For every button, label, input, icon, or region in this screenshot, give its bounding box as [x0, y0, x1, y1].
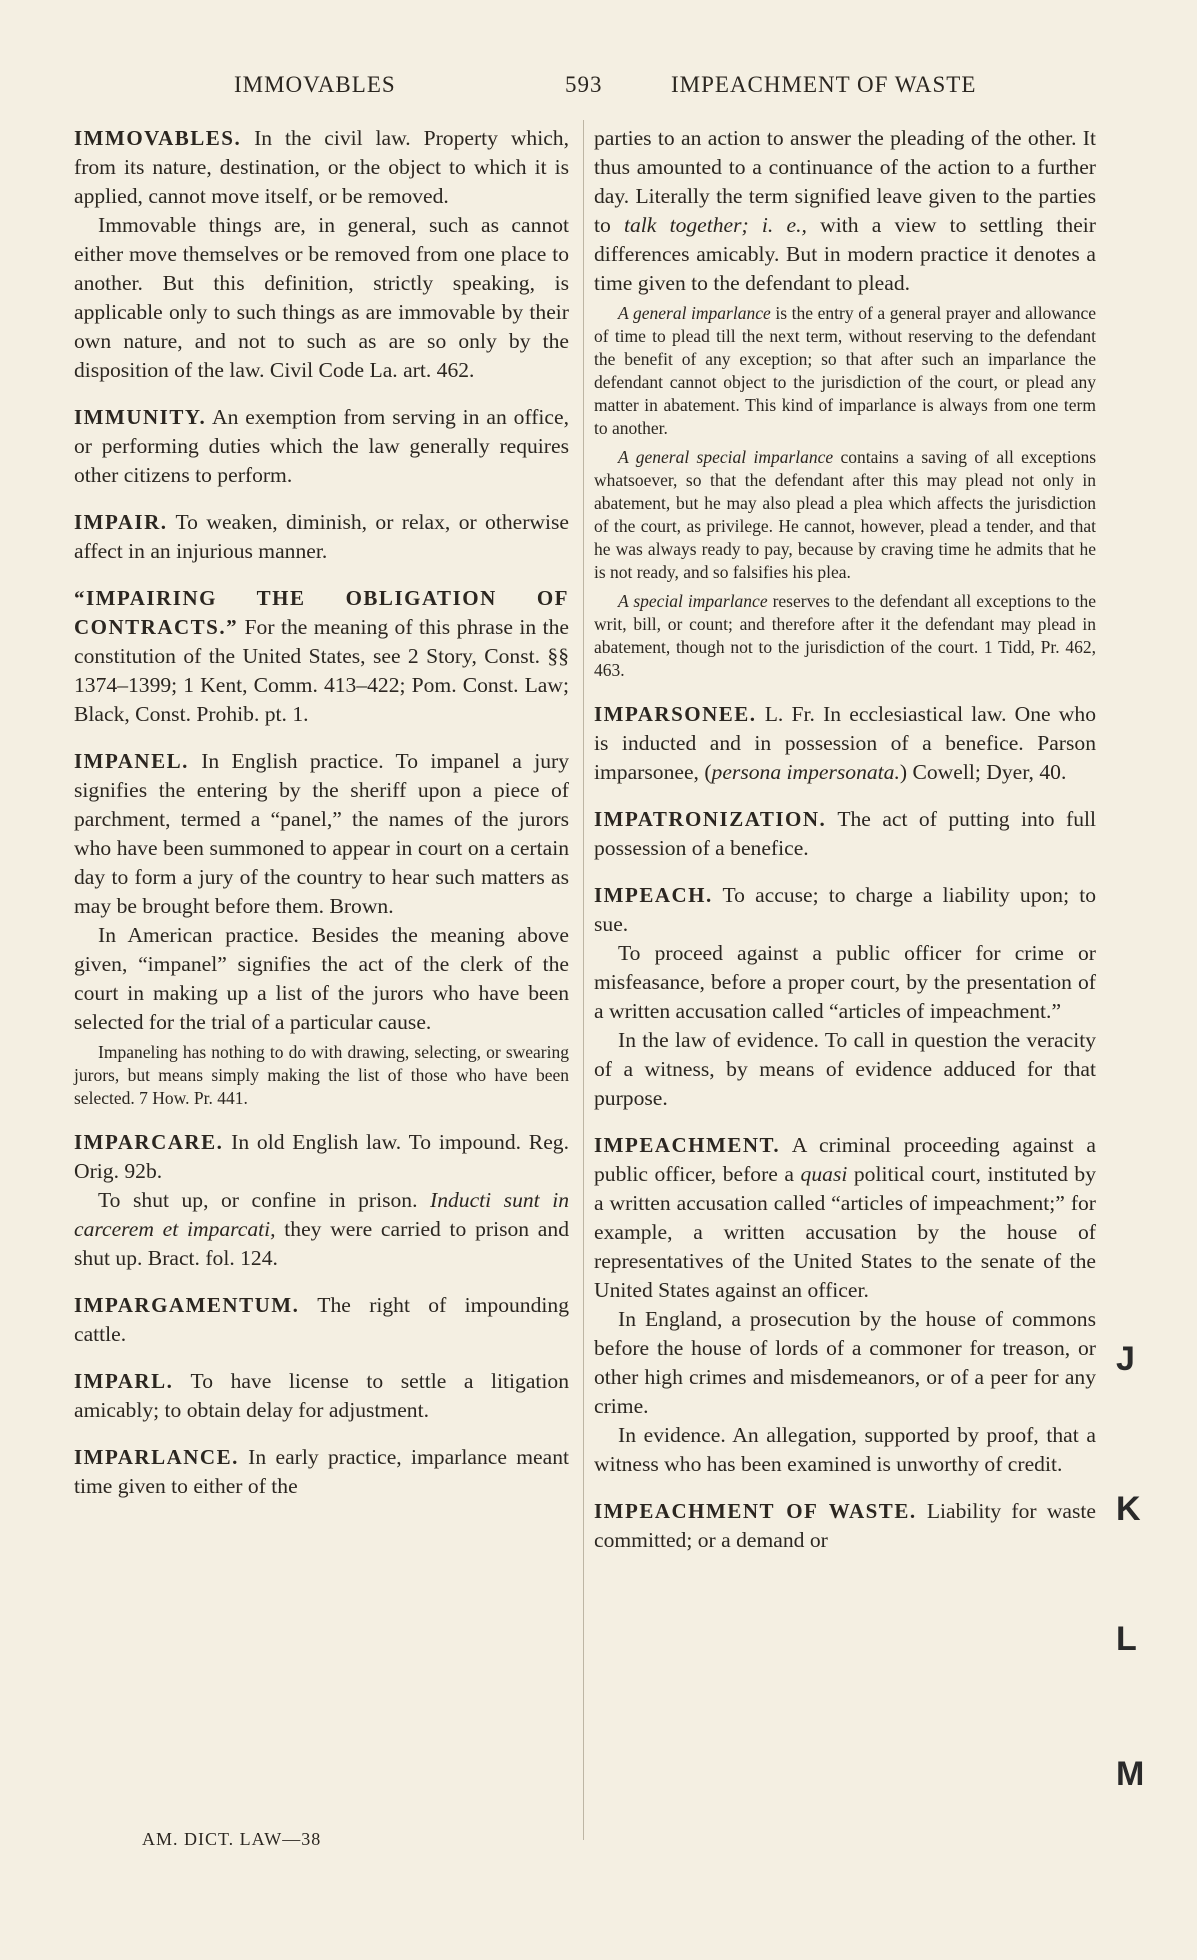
right-column [594, 124, 1096, 1573]
definition-text: with a view to settling their differences amicably. But in modern practice it denotes a time given to the defendant to plead. [594, 213, 1096, 295]
headword: IMPARGAMENTUM. [74, 1293, 300, 1317]
left-column [74, 124, 569, 1519]
running-head-left: IMMOVABLES [234, 72, 396, 97]
thumb-index-j: J [1116, 1340, 1135, 1378]
definition-text: Immovable things are, in general, such as cannot either move themselves or be removed from one place to another. But this definition, strictly speaking, is applicable only to such things as are immovable by their own nature, and not to such as are so only by the disposition of the law. Civil Code La. art. 462. [74, 213, 569, 382]
thumb-index-l: L [1116, 1620, 1137, 1658]
entry-impatronization [594, 805, 1096, 863]
definition-text: In England, a prosecution by the house of commons before the house of lords of a commoner for treason, or other high crimes and misdemeanors, or of a peer for any crime. [594, 1307, 1096, 1418]
headword: “IMPAIRING THE OBLIGATION OF CONTRACTS.” [74, 586, 569, 639]
entry-impairing [74, 584, 569, 729]
definition-text: An exemption from serving in an office, or performing duties which the law generally requires other citizens to perform. [74, 405, 569, 487]
definition-text: To have license to settle a litigation amicably; to obtain delay for adjustment. [74, 1369, 569, 1422]
headword: IMMUNITY. [74, 405, 207, 429]
running-head [0, 72, 1197, 102]
headword: IMPAIR. [74, 510, 168, 534]
definition-text: In early practice, imparlance meant time given to either of the [74, 1445, 569, 1498]
headword: IMPEACHMENT OF WASTE. [594, 1499, 917, 1523]
definition-text: In the law of evidence. To call in question the veracity of a witness, by means of evidence adduced for that purpose. [594, 1028, 1096, 1110]
latin-phrase: persona impersonata. [711, 760, 900, 784]
headword: IMPEACH. [594, 883, 713, 907]
definition-text: The act of putting into full possession of a benefice. [594, 807, 1096, 860]
entry-imparlance [74, 1443, 569, 1501]
entry-immovables [74, 124, 569, 385]
note-text: is the entry of a general prayer and allowance of time to plead till the next term, without reserving to the defendant the benefit of any exception; so that after such an imparlance the defendant cannot object to the jurisdiction of the court, or plead any matter in abatement. This kind of imparlance is always from one term to another. [594, 303, 1096, 438]
term: A general imparlance [618, 303, 771, 323]
page-number: 593 [565, 72, 603, 97]
latin-phrase: quasi [800, 1162, 848, 1186]
definition-text: To proceed against a public officer for crime or misfeasance, before a proper court, by the presentation of a written accusation called “articles of impeachment.” [594, 941, 1096, 1023]
headword: IMPARSONEE. [594, 702, 757, 726]
headword: IMPARL. [74, 1369, 174, 1393]
definition-text: In English practice. To impanel a jury signifies the entering by the sheriff upon a piece of parchment, termed a “panel,” the names of the jurors who have been summoned to appear in court on a certain day to form a jury of the country to hear such matters as may be brought before them. Brown. [74, 749, 569, 918]
latin-phrase: talk together; i. e., [624, 213, 807, 237]
entry-impargamentum [74, 1291, 569, 1349]
term: A general special imparlance [618, 447, 834, 467]
definition-text: For the meaning of this phrase in the constitution of the United States, see 2 Story, Const. §§ 1374–1399; 1 Kent, Comm. 413–422; Pom. Const. Law; Black, Const. Prohib. pt. 1. [74, 615, 569, 726]
headword: IMMOVABLES. [74, 126, 242, 150]
entry-impeachment-of-waste [594, 1497, 1096, 1555]
latin-phrase: Inducti sunt in carcerem et imparcati, [74, 1188, 569, 1241]
definition-text: In old English law. To impound. Reg. Orig. 92b. [74, 1130, 569, 1183]
entry-impair [74, 508, 569, 566]
note-text: reserves to the defendant all exceptions to the writ, bill, or count; and therefore after it the defendant may plead in abatement, though not to the jurisdiction of the court. 1 Tidd, Pr. 462, 463. [594, 591, 1096, 680]
entry-imparsonee [594, 700, 1096, 787]
definition-text: In the civil law. Property which, from its nature, destination, or the object to which it is applied, cannot move itself, or be removed. [74, 126, 569, 208]
headword: IMPARCARE. [74, 1130, 224, 1154]
definition-text: To accuse; to charge a liability upon; to sue. [594, 883, 1096, 936]
headword: IMPANEL. [74, 749, 189, 773]
definition-text: ) Cowell; Dyer, 40. [899, 760, 1067, 784]
definition-text: Liability for waste committed; or a demand or [594, 1499, 1096, 1552]
entry-impeachment [594, 1131, 1096, 1479]
definition-text: L. Fr. In ecclesiastical law. One who is inducted and in possession of a benefice. Parson imparsonee, ( [594, 702, 1096, 784]
definition-text: political court, instituted by a written accusation called “articles of impeachment;” for example, a written accusation by the house of representatives of the United States to the senate of the United States against an officer. [594, 1162, 1096, 1302]
definition-text: A criminal proceeding against a public officer, before a [594, 1133, 1096, 1186]
definition-text: parties to an action to answer the pleading of the other. It thus amounted to a continuance of the action to a further day. Literally the term signified leave given to the parties to [594, 126, 1096, 237]
definition-text: In evidence. An allegation, supported by proof, that a witness who has been examined is unworthy of credit. [594, 1423, 1096, 1476]
headword: IMPARLANCE. [74, 1445, 239, 1469]
thumb-index-k: K [1116, 1490, 1141, 1528]
entry-impeach [594, 881, 1096, 1113]
headword: IMPEACHMENT. [594, 1133, 781, 1157]
entry-imparl [74, 1367, 569, 1425]
signature-footer: AM. DICT. LAW—38 [142, 1829, 322, 1849]
definition-text: To weaken, diminish, or relax, or otherwise affect in an injurious manner. [74, 510, 569, 563]
definition-text: they were carried to prison and shut up. Bract. fol. 124. [74, 1217, 569, 1270]
term: A special imparlance [618, 591, 768, 611]
entry-impanel [74, 747, 569, 1110]
usage-note: Impaneling has nothing to do with drawing, selecting, or swearing jurors, but means simply making the list of those who have been selected. 7 How. Pr. 441. [74, 1042, 569, 1108]
entry-imparlance-continued [594, 124, 1096, 682]
definition-text: In American practice. Besides the meaning above given, “impanel” signifies the act of the clerk of the court in making up a list of the jurors who have been selected for the trial of a particular cause. [74, 923, 569, 1034]
column-rule [583, 120, 584, 1840]
thumb-index-m: M [1116, 1755, 1145, 1793]
headword: IMPATRONIZATION. [594, 807, 827, 831]
entry-imparcare [74, 1128, 569, 1273]
running-head-right: IMPEACHMENT OF WASTE [671, 72, 977, 97]
definition-text: To shut up, or confine in prison. [98, 1188, 430, 1212]
note-text: contains a saving of all exceptions whatsoever, so that the defendant after this may plead not only in abatement, but he may also plead a plea which affects the jurisdiction of the court, as privilege. He cannot, however, plead a tender, and that he was always ready to pay, because by craving time he admits that he is not ready, and so falsifies his plea. [594, 447, 1097, 582]
definition-text: The right of impounding cattle. [74, 1293, 569, 1346]
entry-immunity [74, 403, 569, 490]
